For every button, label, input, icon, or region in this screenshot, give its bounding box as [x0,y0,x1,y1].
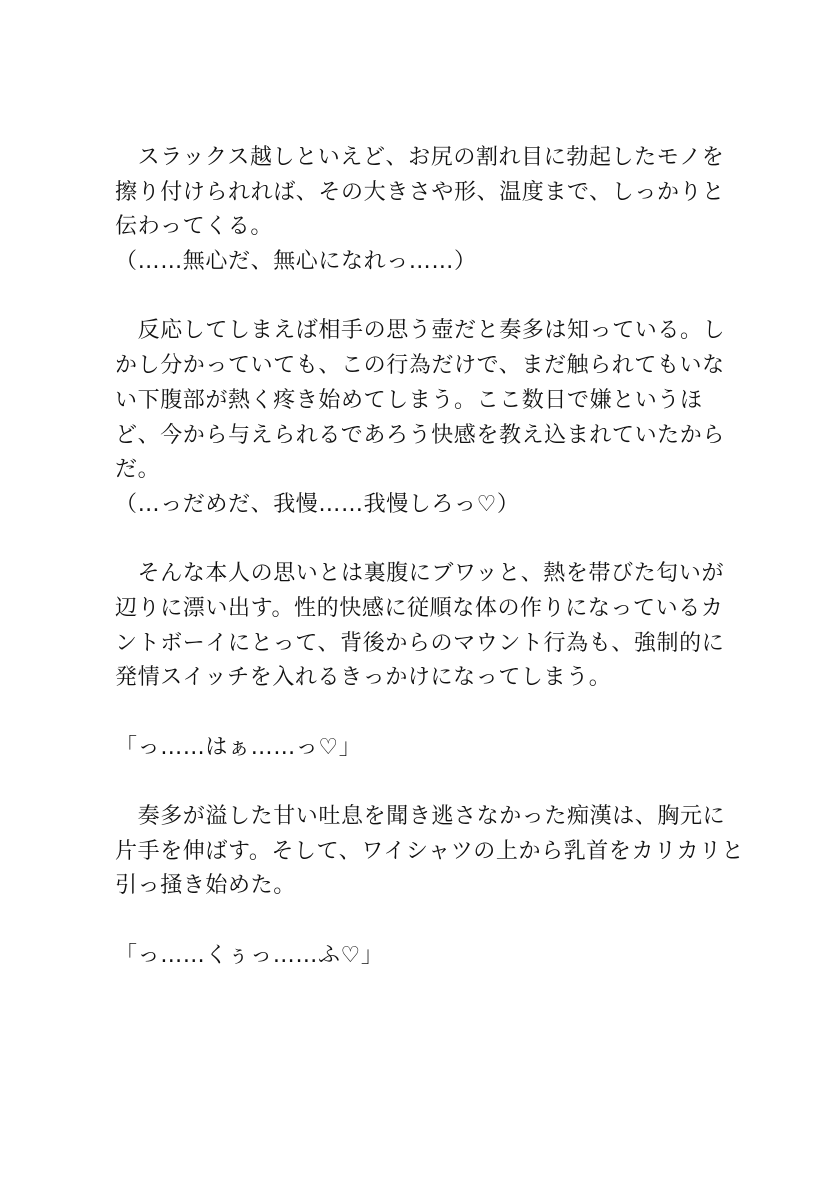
text-line: スラックス越しといえど、お尻の割れ目に勃起したモノを [115,145,725,170]
paragraph [115,557,755,696]
paragraph [115,939,755,974]
dialogue-line: 「っ……くぅっ……ふ♡」 [115,942,384,968]
text-line: そんな本人の思いとは裏腹にブワッと、熱を帯びた匂いが [115,561,725,587]
paragraph-gap [115,280,755,315]
paragraph [115,314,755,522]
text-line: 片手を伸ばす。そして、ワイシャツの上から乳首をカリカリと [115,838,745,864]
paragraph [115,731,755,766]
text-line: 引っ掻き始めた。 [115,873,296,899]
paragraph-gap [115,523,755,558]
text-line: 辺りに漂い出す。性的快感に従順な体の作りになっているカ [115,595,724,621]
paragraph-gap [115,765,755,800]
text-line: ントボーイにとって、背後からのマウント行為も、強制的に [115,630,725,656]
text-line: ど、今から与えられるであろう快感を教え込まれていたから [115,422,725,448]
paragraph-gap [115,696,755,731]
inner-monologue-line: （……無心だ、無心になれっ……） [115,249,477,275]
text-line: 発情スイッチを入れるきっかけになってしまう。 [115,665,612,691]
text-line: かし分かっていても、この行為だけで、まだ触られてもいな [115,353,725,379]
body-text [115,141,755,974]
text-line: 奏多が溢した甘い吐息を聞き逃さなかった痴漢は、胸元に [115,804,726,830]
paragraph [115,141,755,280]
paragraph-gap [115,904,755,939]
text-line: 擦り付けられれば、その大きさや形、温度まで、しっかりと [115,179,725,205]
text-line: い下腹部が熱く疼き始めてしまう。ここ数日で嫌というほ [115,387,703,413]
dialogue-line: 「っ……はぁ……っ♡」 [115,734,362,760]
text-line: だ。 [115,457,161,483]
text-line: 伝わってくる。 [115,214,273,240]
text-line: 反応してしまえば相手の思う壺だと奏多は知っている。し [115,318,726,344]
paragraph [115,800,755,904]
inner-monologue-line: （…っだめだ、我慢……我慢しろっ♡） [115,491,520,517]
